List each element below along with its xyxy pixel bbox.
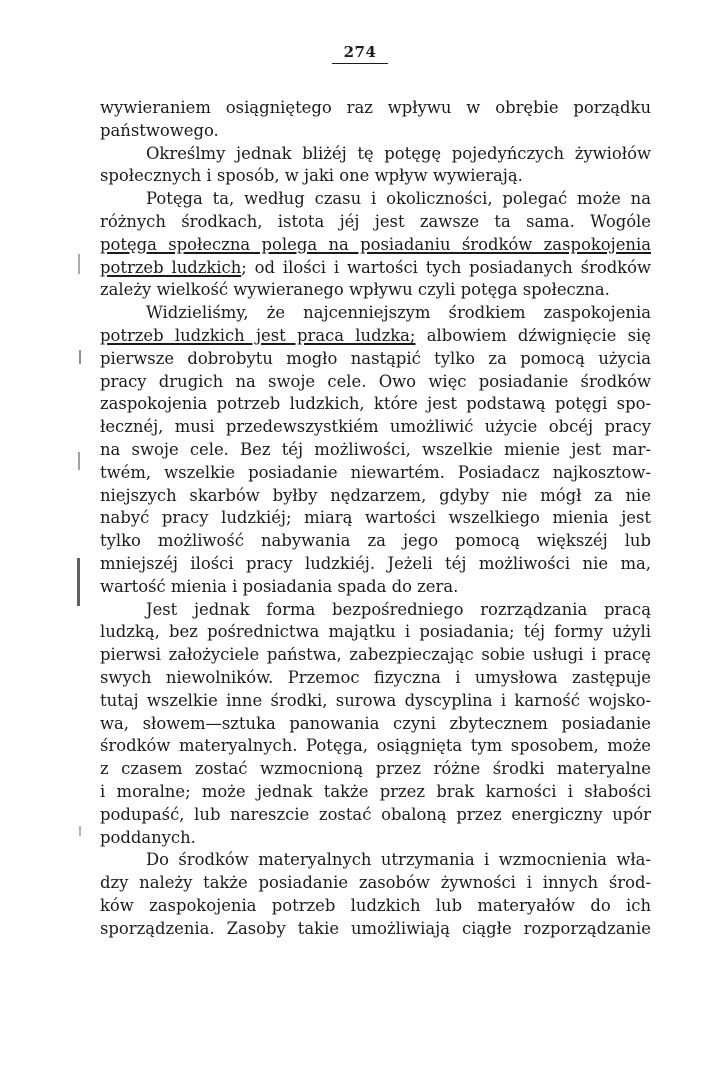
underlined-text: potrzeb ludzkich jest praca ludzka; (100, 325, 416, 345)
text-line (100, 576, 651, 599)
margin-mark (78, 452, 80, 470)
line-text: wartość mienia i posiadania spada do zera. (100, 576, 459, 596)
line-text: ków zaspokojenia potrzeb ludzkich lub materyałów do ich (100, 895, 651, 915)
text-line (100, 849, 651, 872)
line-text: pracy drugich na swoje cele. Owo więc posiadanie środków (100, 371, 651, 391)
text-line (100, 234, 651, 257)
text-line (100, 165, 651, 188)
text-line (100, 621, 651, 644)
line-text: łecznéj, musi przedewszystkiém umożliwić użycie obcéj pracy (100, 417, 651, 437)
line-text: dzy należy także posiadanie zasobów żywności i innych środ- (100, 873, 651, 893)
line-text: społecznych i sposób, w jaki one wpływ wywierają. (100, 166, 523, 186)
text-line (100, 599, 651, 622)
line-text: tutaj wszelkie inne środki, surowa dyscyplina i karność wojsko- (100, 690, 651, 710)
text-line (100, 393, 651, 416)
line-text: tylko możliwość nabywania za jego pomocą większéj lub (100, 531, 651, 551)
line-text: albowiem dźwignięcie się (415, 325, 651, 345)
line-text: środków materyalnych. Potęga, osiągnięta tym sposobem, może (100, 736, 651, 756)
text-line (100, 872, 651, 895)
line-text: wa, słowem—sztuka panowania czyni zbytecznem posiadanie (100, 713, 651, 733)
text-line (100, 644, 651, 667)
text-line (100, 918, 651, 941)
line-text: pierwsze dobrobytu mogło nastąpić tylko za pomocą użycia (100, 348, 651, 368)
margin-mark (79, 350, 81, 364)
text-line (100, 143, 651, 166)
line-text: Określmy jednak bliżéj tę potęgę pojedyńczych żywiołów (146, 143, 651, 163)
margin-mark (78, 254, 80, 274)
text-line (100, 530, 651, 553)
margin-mark (77, 558, 80, 606)
text-line (100, 827, 651, 850)
underlined-text: potrzeb ludzkich (100, 257, 242, 277)
line-text: twém, wszelkie posiadanie niewartém. Posiadacz najkosztow- (100, 462, 651, 482)
text-line (100, 804, 651, 827)
text-line (100, 507, 651, 530)
line-text: ; od ilości i wartości tych posiadanych środków (241, 257, 652, 277)
text-line (100, 895, 651, 918)
page-number (0, 43, 720, 64)
line-text: Do środków materyalnych utrzymania i wzmocnienia wła- (146, 850, 651, 870)
text-line (100, 485, 651, 508)
text-line (100, 667, 651, 690)
margin-mark (79, 826, 81, 836)
text-line (100, 462, 651, 485)
text-line (100, 348, 651, 371)
line-text: ludzką, bez pośrednictwa majątku i posiadania; téj formy użyli (100, 622, 651, 642)
text-line (100, 690, 651, 713)
line-text: sporządzenia. Zasoby takie umożliwiają ciągłe rozporządzanie (100, 918, 651, 938)
text-line (100, 416, 651, 439)
line-text: zaspokojenia potrzeb ludzkich, które jest podstawą potęgi spo- (100, 394, 651, 414)
text-line (100, 735, 651, 758)
underlined-text: potęga społeczna polega na posiadaniu środków zaspokojenia (100, 234, 651, 254)
line-text: mniejszéj ilości pracy ludzkiéj. Jeżeli téj możliwości nie ma, (100, 553, 651, 573)
text-line (100, 325, 651, 348)
line-text: wywieraniem osiągniętego raz wpływu w obrębie porządku (100, 98, 651, 117)
line-text: Potęga ta, według czasu i okoliczności, polegać może na (146, 189, 651, 209)
line-text: Jest jednak forma bezpośredniego rozrządzania pracą (146, 599, 651, 619)
line-text: zależy wielkość wywieranego wpływu czyli potęga społeczna. (100, 280, 610, 300)
text-line (100, 211, 651, 234)
line-text: z czasem zostać wzmocnioną przez różne środki materyalne (100, 759, 651, 779)
text-line (100, 439, 651, 462)
line-text: państwowego. (100, 120, 219, 140)
text-line (100, 758, 651, 781)
text-line (100, 188, 651, 211)
text-line (100, 257, 651, 280)
text-line (100, 371, 651, 394)
line-text: poddanych. (100, 827, 196, 847)
line-text: Widzieliśmy, że najcenniejszym środkiem zaspokojenia (146, 303, 651, 323)
line-text: podupaść, lub nareszcie zostać obaloną przez energiczny upór (100, 804, 651, 824)
text-line (100, 279, 651, 302)
text-line (100, 781, 651, 804)
body-text (100, 97, 651, 940)
line-text: swych niewolników. Przemoc fizyczna i umysłowa zastępuje (100, 667, 651, 687)
line-text: pierwsi założyciele państwa, zabezpieczając sobie usługi i pracę (100, 645, 651, 665)
text-line (100, 97, 651, 120)
line-text: i moralne; może jednak także przez brak karności i słabości (100, 781, 651, 801)
text-line (100, 120, 651, 143)
text-line (100, 302, 651, 325)
text-line (100, 553, 651, 576)
page-number-text: 274 (332, 43, 389, 64)
text-line (100, 713, 651, 736)
line-text: niejszych skarbów byłby nędzarzem, gdyby nie mógł za nie (100, 485, 651, 505)
line-text: nabyć pracy ludzkiéj; miarą wartości wszelkiego mienia jest (100, 508, 651, 528)
line-text: różnych środkach, istota jéj jest zawsze ta sama. Wogóle (100, 211, 651, 231)
line-text: na swoje cele. Bez téj możliwości, wszelkie mienie jest mar- (100, 439, 651, 459)
